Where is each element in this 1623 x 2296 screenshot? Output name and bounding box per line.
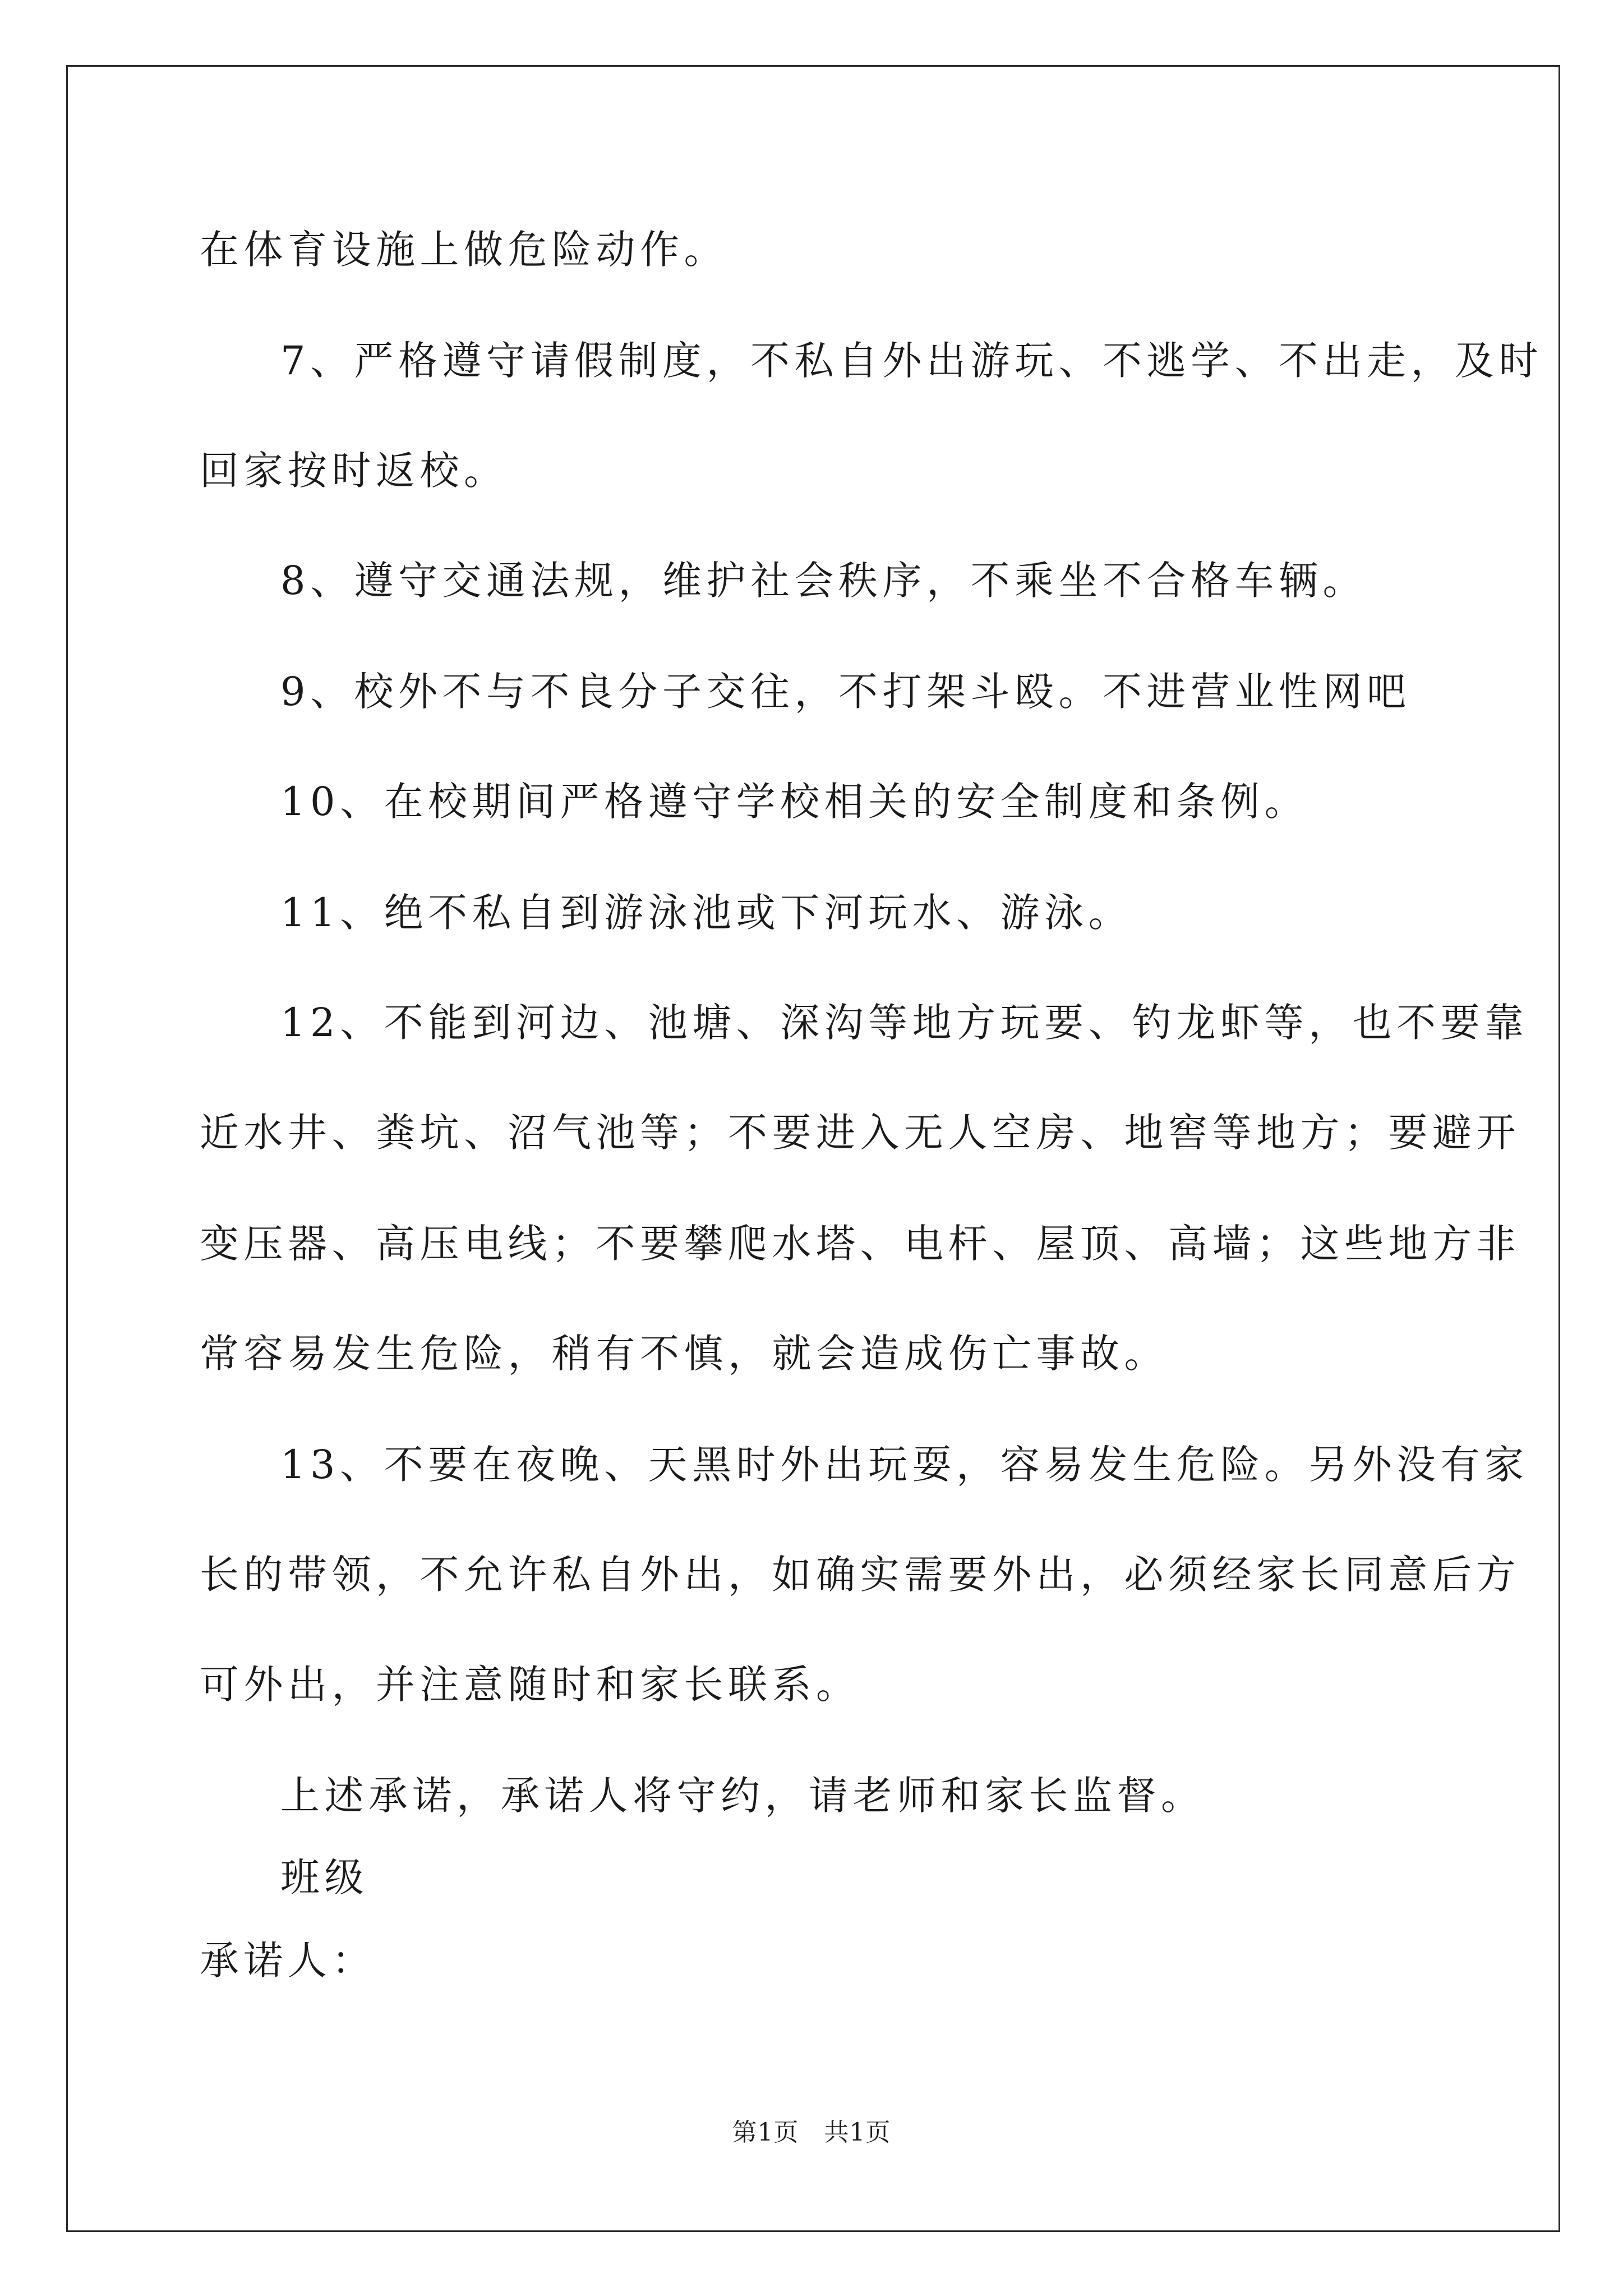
text-line: 在体育设施上做危险动作。 [200, 227, 728, 273]
text-line: 长的带领，不允许私自外出，如确实需要外出，必须经家长同意后方 [200, 1552, 1520, 1598]
text-line: 变压器、高压电线；不要攀爬水塔、电杆、屋顶、高墙；这些地方非 [200, 1221, 1520, 1267]
text-line: 7、严格遵守请假制度，不私自外出游玩、不逃学、不出走，及时 [280, 338, 1543, 384]
text-line: 13、不要在夜晚、天黑时外出玩耍，容易发生危险。另外没有家 [280, 1442, 1529, 1488]
text-line: 班级 [280, 1855, 368, 1901]
text-line: 8、遵守交通法规，维护社会秩序，不乘坐不合格车辆。 [280, 558, 1367, 604]
page-footer: 第1页 共1页 [732, 2118, 891, 2147]
text-line: 9、校外不与不良分子交往，不打架斗殴。不进营业性网吧 [280, 669, 1411, 715]
text-line: 可外出，并注意随时和家长联系。 [200, 1662, 860, 1708]
text-line: 回家按时返校。 [200, 448, 508, 494]
text-line: 上述承诺，承诺人将守约，请老师和家长监督。 [280, 1773, 1205, 1819]
text-line: 11、绝不私自到游泳池或下河玩水、游泳。 [280, 890, 1133, 936]
text-line: 12、不能到河边、池塘、深沟等地方玩要、钓龙虾等，也不要靠 [280, 1000, 1529, 1046]
text-line: 10、在校期间严格遵守学校相关的安全制度和条例。 [280, 779, 1309, 825]
text-line: 近水井、粪坑、沼气池等；不要进入无人空房、地窖等地方；要避开 [200, 1110, 1520, 1156]
text-line: 常容易发生危险，稍有不慎，就会造成伤亡事故。 [200, 1331, 1168, 1377]
text-line: 承诺人： [200, 1938, 376, 1984]
